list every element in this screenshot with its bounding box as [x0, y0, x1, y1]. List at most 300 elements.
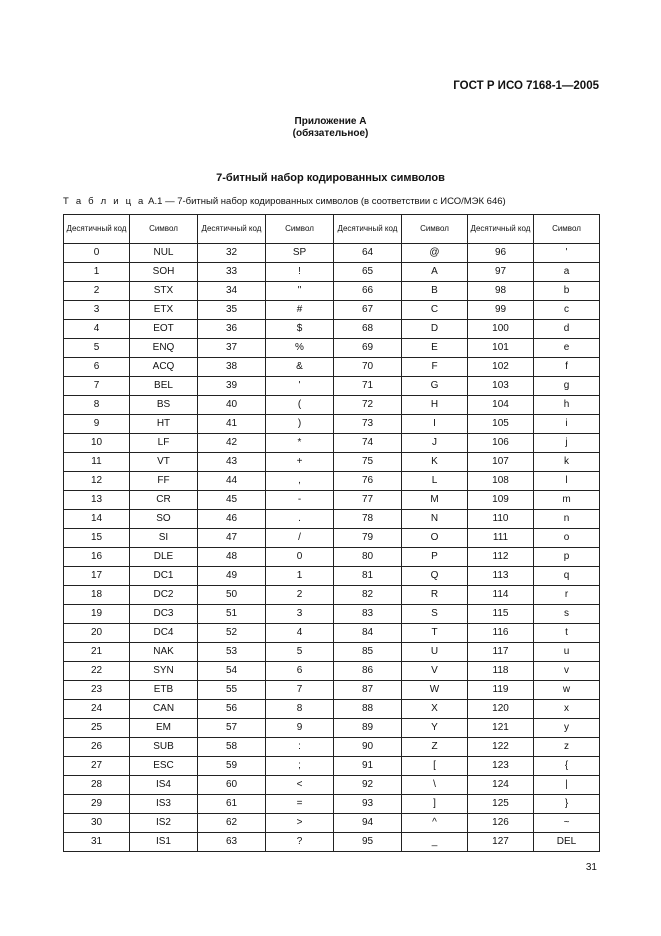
- table-body: [64, 244, 600, 852]
- decimal-code-cell: 126: [468, 814, 534, 833]
- symbol-cell: FF: [130, 472, 198, 491]
- symbol-cell: SO: [130, 510, 198, 529]
- symbol-cell: 3: [266, 605, 334, 624]
- symbol-cell: ': [534, 244, 600, 263]
- symbol-cell: l: [534, 472, 600, 491]
- header-code: Десятичный код: [334, 215, 402, 244]
- decimal-code-cell: 33: [198, 263, 266, 282]
- symbol-cell: ?: [266, 833, 334, 852]
- symbol-cell: DLE: [130, 548, 198, 567]
- symbol-cell: ESC: [130, 757, 198, 776]
- decimal-code-cell: 125: [468, 795, 534, 814]
- symbol-cell: DEL: [534, 833, 600, 852]
- symbol-cell: t: [534, 624, 600, 643]
- decimal-code-cell: 87: [334, 681, 402, 700]
- decimal-code-cell: 35: [198, 301, 266, 320]
- header-symbol: Символ: [534, 215, 600, 244]
- symbol-cell: *: [266, 434, 334, 453]
- symbol-cell: e: [534, 339, 600, 358]
- decimal-code-cell: 107: [468, 453, 534, 472]
- decimal-code-cell: 40: [198, 396, 266, 415]
- table-row: [64, 700, 600, 719]
- symbol-cell: 7: [266, 681, 334, 700]
- symbol-cell: L: [402, 472, 468, 491]
- table-row: [64, 586, 600, 605]
- symbol-cell: _: [402, 833, 468, 852]
- symbol-cell: r: [534, 586, 600, 605]
- decimal-code-cell: 82: [334, 586, 402, 605]
- appendix-heading: [0, 116, 661, 140]
- symbol-cell: h: [534, 396, 600, 415]
- decimal-code-cell: 57: [198, 719, 266, 738]
- symbol-cell: !: [266, 263, 334, 282]
- decimal-code-cell: 43: [198, 453, 266, 472]
- symbol-cell: #: [266, 301, 334, 320]
- symbol-cell: K: [402, 453, 468, 472]
- decimal-code-cell: 77: [334, 491, 402, 510]
- decimal-code-cell: 25: [64, 719, 130, 738]
- decimal-code-cell: 58: [198, 738, 266, 757]
- symbol-cell: R: [402, 586, 468, 605]
- symbol-cell: $: [266, 320, 334, 339]
- symbol-cell: \: [402, 776, 468, 795]
- symbol-cell: S: [402, 605, 468, 624]
- decimal-code-cell: 111: [468, 529, 534, 548]
- decimal-code-cell: 59: [198, 757, 266, 776]
- decimal-code-cell: 31: [64, 833, 130, 852]
- decimal-code-cell: 42: [198, 434, 266, 453]
- symbol-cell: IS2: [130, 814, 198, 833]
- decimal-code-cell: 24: [64, 700, 130, 719]
- header-code: Десятичный код: [64, 215, 130, 244]
- decimal-code-cell: 94: [334, 814, 402, 833]
- table-row: [64, 757, 600, 776]
- decimal-code-cell: 37: [198, 339, 266, 358]
- table-row: [64, 529, 600, 548]
- decimal-code-cell: 106: [468, 434, 534, 453]
- symbol-cell: 8: [266, 700, 334, 719]
- decimal-code-cell: 89: [334, 719, 402, 738]
- symbol-cell: C: [402, 301, 468, 320]
- symbol-cell: ETB: [130, 681, 198, 700]
- table-row: [64, 795, 600, 814]
- decimal-code-cell: 120: [468, 700, 534, 719]
- symbol-cell: CR: [130, 491, 198, 510]
- decimal-code-cell: 63: [198, 833, 266, 852]
- symbol-cell: SP: [266, 244, 334, 263]
- symbol-cell: B: [402, 282, 468, 301]
- appendix-status: (обязательное): [292, 128, 369, 139]
- decimal-code-cell: 97: [468, 263, 534, 282]
- decimal-code-cell: 0: [64, 244, 130, 263]
- table-row: [64, 681, 600, 700]
- symbol-cell: 1: [266, 567, 334, 586]
- decimal-code-cell: 7: [64, 377, 130, 396]
- symbol-cell: /: [266, 529, 334, 548]
- decimal-code-cell: 99: [468, 301, 534, 320]
- symbol-cell: q: [534, 567, 600, 586]
- symbol-cell: H: [402, 396, 468, 415]
- decimal-code-cell: 67: [334, 301, 402, 320]
- symbol-cell: j: [534, 434, 600, 453]
- decimal-code-cell: 29: [64, 795, 130, 814]
- symbol-cell: u: [534, 643, 600, 662]
- symbol-cell: w: [534, 681, 600, 700]
- decimal-code-cell: 116: [468, 624, 534, 643]
- symbol-cell: SI: [130, 529, 198, 548]
- decimal-code-cell: 23: [64, 681, 130, 700]
- decimal-code-cell: 115: [468, 605, 534, 624]
- table-row: [64, 377, 600, 396]
- symbol-cell: IS3: [130, 795, 198, 814]
- decimal-code-cell: 93: [334, 795, 402, 814]
- decimal-code-cell: 50: [198, 586, 266, 605]
- decimal-code-cell: 100: [468, 320, 534, 339]
- decimal-code-cell: 44: [198, 472, 266, 491]
- symbol-cell: STX: [130, 282, 198, 301]
- symbol-cell: d: [534, 320, 600, 339]
- decimal-code-cell: 1: [64, 263, 130, 282]
- symbol-cell: &: [266, 358, 334, 377]
- symbol-cell: LF: [130, 434, 198, 453]
- decimal-code-cell: 26: [64, 738, 130, 757]
- symbol-cell: 9: [266, 719, 334, 738]
- symbol-cell: X: [402, 700, 468, 719]
- symbol-cell: V: [402, 662, 468, 681]
- symbol-cell: 5: [266, 643, 334, 662]
- decimal-code-cell: 66: [334, 282, 402, 301]
- symbol-cell: ): [266, 415, 334, 434]
- decimal-code-cell: 30: [64, 814, 130, 833]
- table-caption-text: А.1 — 7-битный набор кодированных символов (в соответствии с ИСО/МЭК 646): [145, 196, 506, 207]
- table-row: [64, 320, 600, 339]
- symbol-cell: Q: [402, 567, 468, 586]
- symbol-cell: EOT: [130, 320, 198, 339]
- symbol-cell: ': [266, 377, 334, 396]
- section-title: 7-битный набор кодированных символов: [216, 172, 445, 184]
- table-row: [64, 453, 600, 472]
- symbol-cell: 6: [266, 662, 334, 681]
- decimal-code-cell: 90: [334, 738, 402, 757]
- symbol-cell: J: [402, 434, 468, 453]
- symbol-cell: o: [534, 529, 600, 548]
- character-code-table: [63, 214, 600, 852]
- symbol-cell: c: [534, 301, 600, 320]
- decimal-code-cell: 105: [468, 415, 534, 434]
- decimal-code-cell: 34: [198, 282, 266, 301]
- symbol-cell: 2: [266, 586, 334, 605]
- decimal-code-cell: 113: [468, 567, 534, 586]
- symbol-cell: |: [534, 776, 600, 795]
- symbol-cell: ]: [402, 795, 468, 814]
- decimal-code-cell: 16: [64, 548, 130, 567]
- table-row: [64, 434, 600, 453]
- decimal-code-cell: 9: [64, 415, 130, 434]
- table-row: [64, 491, 600, 510]
- decimal-code-cell: 95: [334, 833, 402, 852]
- symbol-cell: ACQ: [130, 358, 198, 377]
- decimal-code-cell: 124: [468, 776, 534, 795]
- table-row: [64, 358, 600, 377]
- decimal-code-cell: 127: [468, 833, 534, 852]
- symbol-cell: ": [266, 282, 334, 301]
- decimal-code-cell: 73: [334, 415, 402, 434]
- symbol-cell: {: [534, 757, 600, 776]
- decimal-code-cell: 3: [64, 301, 130, 320]
- decimal-code-cell: 76: [334, 472, 402, 491]
- decimal-code-cell: 27: [64, 757, 130, 776]
- header-symbol: Символ: [130, 215, 198, 244]
- symbol-cell: ,: [266, 472, 334, 491]
- symbol-cell: O: [402, 529, 468, 548]
- symbol-cell: (: [266, 396, 334, 415]
- decimal-code-cell: 60: [198, 776, 266, 795]
- table-row: [64, 396, 600, 415]
- symbol-cell: BS: [130, 396, 198, 415]
- symbol-cell: >: [266, 814, 334, 833]
- table-row: [64, 244, 600, 263]
- decimal-code-cell: 85: [334, 643, 402, 662]
- table-row: [64, 833, 600, 852]
- decimal-code-cell: 102: [468, 358, 534, 377]
- symbol-cell: n: [534, 510, 600, 529]
- decimal-code-cell: 10: [64, 434, 130, 453]
- symbol-cell: VT: [130, 453, 198, 472]
- decimal-code-cell: 38: [198, 358, 266, 377]
- decimal-code-cell: 46: [198, 510, 266, 529]
- decimal-code-cell: 81: [334, 567, 402, 586]
- table-row: [64, 415, 600, 434]
- symbol-cell: NUL: [130, 244, 198, 263]
- table-caption-label: Т а б л и ц а: [63, 196, 146, 207]
- decimal-code-cell: 104: [468, 396, 534, 415]
- symbol-cell: G: [402, 377, 468, 396]
- table-row: [64, 719, 600, 738]
- header-code: Десятичный код: [198, 215, 266, 244]
- table-row: [64, 738, 600, 757]
- symbol-cell: x: [534, 700, 600, 719]
- symbol-cell: I: [402, 415, 468, 434]
- symbol-cell: b: [534, 282, 600, 301]
- table-row: [64, 776, 600, 795]
- decimal-code-cell: 54: [198, 662, 266, 681]
- symbol-cell: @: [402, 244, 468, 263]
- decimal-code-cell: 74: [334, 434, 402, 453]
- decimal-code-cell: 15: [64, 529, 130, 548]
- table-row: [64, 263, 600, 282]
- decimal-code-cell: 62: [198, 814, 266, 833]
- table-row: [64, 282, 600, 301]
- decimal-code-cell: 114: [468, 586, 534, 605]
- symbol-cell: ^: [402, 814, 468, 833]
- decimal-code-cell: 79: [334, 529, 402, 548]
- symbol-cell: CAN: [130, 700, 198, 719]
- decimal-code-cell: 109: [468, 491, 534, 510]
- decimal-code-cell: 70: [334, 358, 402, 377]
- symbol-cell: =: [266, 795, 334, 814]
- decimal-code-cell: 118: [468, 662, 534, 681]
- decimal-code-cell: 83: [334, 605, 402, 624]
- table-row: [64, 624, 600, 643]
- table-caption: [63, 196, 506, 207]
- decimal-code-cell: 72: [334, 396, 402, 415]
- decimal-code-cell: 123: [468, 757, 534, 776]
- symbol-cell: A: [402, 263, 468, 282]
- decimal-code-cell: 41: [198, 415, 266, 434]
- decimal-code-cell: 71: [334, 377, 402, 396]
- symbol-cell: HT: [130, 415, 198, 434]
- symbol-cell: y: [534, 719, 600, 738]
- decimal-code-cell: 117: [468, 643, 534, 662]
- decimal-code-cell: 22: [64, 662, 130, 681]
- table-row: [64, 567, 600, 586]
- decimal-code-cell: 4: [64, 320, 130, 339]
- decimal-code-cell: 64: [334, 244, 402, 263]
- symbol-cell: IS1: [130, 833, 198, 852]
- symbol-cell: DC1: [130, 567, 198, 586]
- decimal-code-cell: 91: [334, 757, 402, 776]
- symbol-cell: :: [266, 738, 334, 757]
- decimal-code-cell: 56: [198, 700, 266, 719]
- header-symbol: Символ: [266, 215, 334, 244]
- symbol-cell: }: [534, 795, 600, 814]
- decimal-code-cell: 122: [468, 738, 534, 757]
- decimal-code-cell: 88: [334, 700, 402, 719]
- symbol-cell: P: [402, 548, 468, 567]
- decimal-code-cell: 84: [334, 624, 402, 643]
- decimal-code-cell: 11: [64, 453, 130, 472]
- symbol-cell: DC2: [130, 586, 198, 605]
- symbol-cell: EM: [130, 719, 198, 738]
- symbol-cell: BEL: [130, 377, 198, 396]
- symbol-cell: ENQ: [130, 339, 198, 358]
- header-code: Десятичный код: [468, 215, 534, 244]
- symbol-cell: M: [402, 491, 468, 510]
- table-row: [64, 510, 600, 529]
- symbol-cell: SUB: [130, 738, 198, 757]
- symbol-cell: 0: [266, 548, 334, 567]
- table-row: [64, 814, 600, 833]
- symbol-cell: D: [402, 320, 468, 339]
- table-row: [64, 662, 600, 681]
- decimal-code-cell: 101: [468, 339, 534, 358]
- decimal-code-cell: 92: [334, 776, 402, 795]
- symbol-cell: Z: [402, 738, 468, 757]
- symbol-cell: DC4: [130, 624, 198, 643]
- symbol-cell: 4: [266, 624, 334, 643]
- decimal-code-cell: 69: [334, 339, 402, 358]
- decimal-code-cell: 14: [64, 510, 130, 529]
- decimal-code-cell: 5: [64, 339, 130, 358]
- symbol-cell: SOH: [130, 263, 198, 282]
- decimal-code-cell: 119: [468, 681, 534, 700]
- decimal-code-cell: 2: [64, 282, 130, 301]
- table-row: [64, 339, 600, 358]
- symbol-cell: ;: [266, 757, 334, 776]
- symbol-cell: .: [266, 510, 334, 529]
- table-row: [64, 643, 600, 662]
- decimal-code-cell: 103: [468, 377, 534, 396]
- symbol-cell: ~: [534, 814, 600, 833]
- symbol-cell: W: [402, 681, 468, 700]
- decimal-code-cell: 20: [64, 624, 130, 643]
- decimal-code-cell: 8: [64, 396, 130, 415]
- header-symbol: Символ: [402, 215, 468, 244]
- decimal-code-cell: 52: [198, 624, 266, 643]
- symbol-cell: a: [534, 263, 600, 282]
- decimal-code-cell: 17: [64, 567, 130, 586]
- appendix-title: Приложение А: [294, 116, 367, 127]
- symbol-cell: p: [534, 548, 600, 567]
- decimal-code-cell: 19: [64, 605, 130, 624]
- symbol-cell: IS4: [130, 776, 198, 795]
- symbol-cell: F: [402, 358, 468, 377]
- symbol-cell: E: [402, 339, 468, 358]
- decimal-code-cell: 96: [468, 244, 534, 263]
- standard-designation: ГОСТ Р ИСО 7168-1—2005: [453, 80, 599, 92]
- decimal-code-cell: 110: [468, 510, 534, 529]
- symbol-cell: DC3: [130, 605, 198, 624]
- decimal-code-cell: 12: [64, 472, 130, 491]
- decimal-code-cell: 13: [64, 491, 130, 510]
- symbol-cell: T: [402, 624, 468, 643]
- decimal-code-cell: 112: [468, 548, 534, 567]
- decimal-code-cell: 28: [64, 776, 130, 795]
- decimal-code-cell: 21: [64, 643, 130, 662]
- decimal-code-cell: 49: [198, 567, 266, 586]
- symbol-cell: m: [534, 491, 600, 510]
- symbol-cell: z: [534, 738, 600, 757]
- decimal-code-cell: 75: [334, 453, 402, 472]
- symbol-cell: +: [266, 453, 334, 472]
- decimal-code-cell: 80: [334, 548, 402, 567]
- decimal-code-cell: 68: [334, 320, 402, 339]
- decimal-code-cell: 18: [64, 586, 130, 605]
- decimal-code-cell: 47: [198, 529, 266, 548]
- symbol-cell: -: [266, 491, 334, 510]
- symbol-cell: g: [534, 377, 600, 396]
- table-row: [64, 472, 600, 491]
- decimal-code-cell: 6: [64, 358, 130, 377]
- decimal-code-cell: 61: [198, 795, 266, 814]
- decimal-code-cell: 32: [198, 244, 266, 263]
- symbol-cell: Y: [402, 719, 468, 738]
- symbol-cell: NAK: [130, 643, 198, 662]
- symbol-cell: k: [534, 453, 600, 472]
- decimal-code-cell: 65: [334, 263, 402, 282]
- decimal-code-cell: 45: [198, 491, 266, 510]
- symbol-cell: f: [534, 358, 600, 377]
- symbol-cell: SYN: [130, 662, 198, 681]
- decimal-code-cell: 39: [198, 377, 266, 396]
- decimal-code-cell: 98: [468, 282, 534, 301]
- decimal-code-cell: 48: [198, 548, 266, 567]
- table-row: [64, 548, 600, 567]
- decimal-code-cell: 121: [468, 719, 534, 738]
- decimal-code-cell: 78: [334, 510, 402, 529]
- symbol-cell: N: [402, 510, 468, 529]
- decimal-code-cell: 55: [198, 681, 266, 700]
- page-number: 31: [585, 862, 597, 873]
- symbol-cell: ETX: [130, 301, 198, 320]
- symbol-cell: s: [534, 605, 600, 624]
- decimal-code-cell: 36: [198, 320, 266, 339]
- symbol-cell: [: [402, 757, 468, 776]
- decimal-code-cell: 108: [468, 472, 534, 491]
- table-row: [64, 301, 600, 320]
- decimal-code-cell: 86: [334, 662, 402, 681]
- table-row: [64, 605, 600, 624]
